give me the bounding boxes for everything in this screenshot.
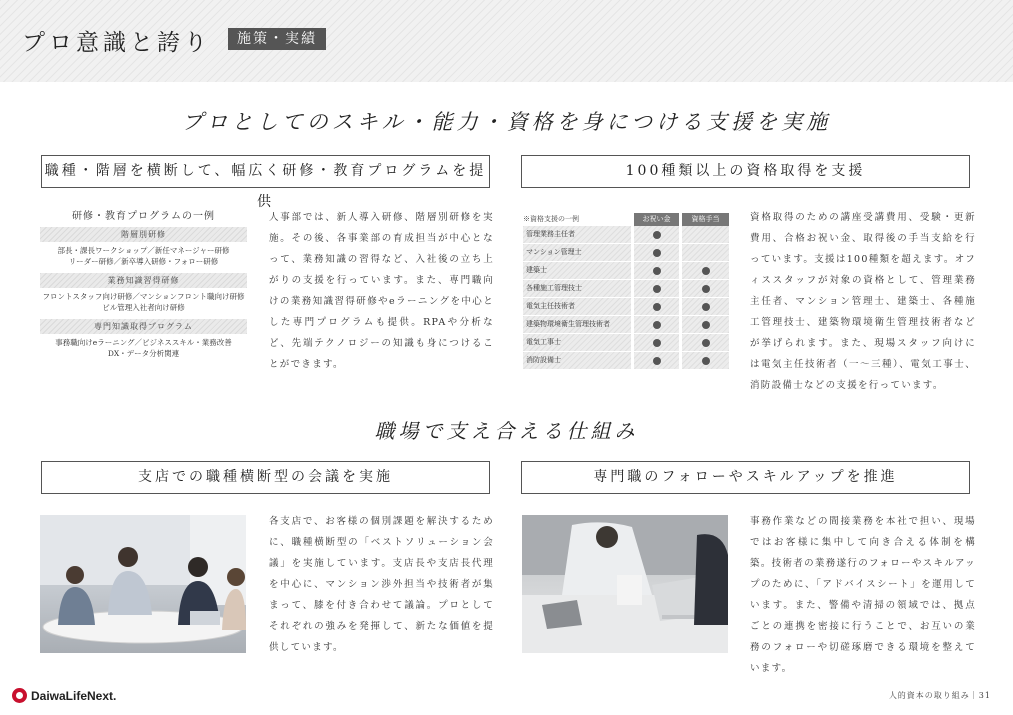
program-group-head: 業務知識習得研修 bbox=[40, 273, 247, 288]
qualification-table-header bbox=[523, 212, 729, 226]
bonus-cell bbox=[634, 298, 679, 315]
qualification-name: 各種施工管理技士 bbox=[523, 280, 631, 297]
check-dot-icon bbox=[653, 321, 661, 329]
qualification-rows bbox=[523, 226, 729, 370]
allowance-cell bbox=[682, 244, 729, 261]
qualification-row bbox=[523, 244, 729, 262]
check-dot-icon bbox=[702, 267, 710, 275]
box-title-branch-meeting: 支店での職種横断型の会議を実施 bbox=[41, 461, 490, 494]
check-dot-icon bbox=[702, 285, 710, 293]
bonus-cell bbox=[634, 280, 679, 297]
qualification-row bbox=[523, 298, 729, 316]
check-dot-icon bbox=[653, 231, 661, 239]
qualification-row bbox=[523, 262, 729, 280]
check-dot-icon bbox=[653, 285, 661, 293]
allowance-cell bbox=[682, 262, 729, 279]
section-heading-skills: プロとしてのスキル・能力・資格を身につける支援を実施 bbox=[181, 110, 832, 134]
program-group-items: 部長・課長ワークショップ／新任マネージャー研修 リーダー研修／新卒導入研修・フォロー研修 bbox=[57, 246, 230, 266]
qualification-name: 建築物環境衛生管理技術者 bbox=[523, 316, 631, 333]
check-dot-icon bbox=[702, 339, 710, 347]
meeting-photo-illustration bbox=[40, 515, 246, 653]
branch-meeting-description: 各支店で、お客様の個別課題を解決するために、職種横断型の「ベストソリューション会議」を実施しています。支店長や支店長代理を中心に、マンション渉外担当や技術者が集まって、膝を付き合わせて議論。プロとしてそれぞれの強みを発揮して、新たな価値を提供しています。 bbox=[269, 516, 494, 653]
allowance-cell bbox=[682, 280, 729, 297]
page-label: 人的資本の取り組み｜31 bbox=[888, 691, 991, 700]
qualification-row bbox=[523, 316, 729, 334]
qualification-name: 電気工事士 bbox=[523, 334, 631, 351]
allowance-cell bbox=[682, 298, 729, 315]
bonus-cell bbox=[634, 334, 679, 351]
program-group-items: 事務職向けeラーニング／ビジネススキル・業務改善 DX・データ分析関連 bbox=[55, 338, 232, 358]
allowance-cell bbox=[682, 334, 729, 351]
program-group-head: 専門知識取得プログラム bbox=[40, 319, 247, 334]
qualification-description: 資格取得のための講座受講費用、受験・更新費用、合格お祝い金、取得後の手当支給を行っています。支援は100種類を超えます。オフィススタッフが対象の資格として、管理業務主任者、マンション管理士、建築士、各種施工管理技士、建築物環境衛生管理技術者などが挙げられます。また、現場スタッフ向けには電気主任技術者（一～三種）、電気工事士、消防設備士などの支援を行っています。 bbox=[750, 212, 976, 391]
allowance-cell bbox=[682, 226, 729, 243]
check-dot-icon bbox=[702, 321, 710, 329]
office-photo-illustration bbox=[522, 515, 728, 653]
allowance-cell bbox=[682, 352, 729, 369]
check-dot-icon bbox=[653, 303, 661, 311]
check-dot-icon bbox=[653, 249, 661, 257]
title-tag: 施策・実績 bbox=[228, 28, 326, 50]
program-group-items: フロントスタッフ向け研修／マンションフロント職向け研修 ビル管理入社者向け研修 bbox=[42, 292, 245, 312]
allowance-cell bbox=[682, 316, 729, 333]
qualification-name: マンション管理士 bbox=[523, 244, 631, 261]
check-dot-icon bbox=[653, 267, 661, 275]
qualification-row bbox=[523, 226, 729, 244]
box-title-training: 職種・階層を横断して、幅広く研修・教育プログラムを提供 bbox=[41, 155, 490, 188]
box-title-qualification: 100種類以上の資格取得を支援 bbox=[521, 155, 970, 188]
program-group-head: 階層別研修 bbox=[40, 227, 247, 242]
program-list-title: 研修・教育プログラムの一例 bbox=[72, 211, 215, 222]
section-heading-workplace: 職場で支え合える仕組み bbox=[374, 419, 639, 443]
bonus-cell bbox=[634, 226, 679, 243]
training-description: 人事部では、新人導入研修、階層別研修を実施。その後、各事業部の育成担当が中心となって、業務知識の習得など、入社後の立ち上がりの支援を行っています。また、専門職向けの業務知識習得研修やeラーニングを中心とした専門プログラムも提供。RPAや分析など、先端テクノロジーの知識も身につけることができます。 bbox=[269, 212, 494, 370]
meeting-photo bbox=[40, 515, 246, 653]
check-dot-icon bbox=[702, 357, 710, 365]
logo-text: DaiwaLifeNext. bbox=[31, 688, 117, 703]
bonus-cell bbox=[634, 352, 679, 369]
bonus-cell bbox=[634, 262, 679, 279]
qualification-name: 建築士 bbox=[523, 262, 631, 279]
qualification-row bbox=[523, 334, 729, 352]
box-title-specialist-follow: 専門職のフォローやスキルアップを推進 bbox=[521, 461, 970, 494]
qualification-name: 管理業務主任者 bbox=[523, 226, 631, 243]
logo-mark-icon bbox=[12, 688, 27, 703]
check-dot-icon bbox=[702, 303, 710, 311]
qualification-name: 消防設備士 bbox=[523, 352, 631, 369]
column-header-allowance: 資格手当 bbox=[682, 213, 729, 226]
column-header-bonus: お祝い金 bbox=[634, 213, 679, 226]
page-title: プロ意識と誇り bbox=[22, 30, 211, 56]
bonus-cell bbox=[634, 316, 679, 333]
qualification-note: ※資格支援の一例 bbox=[523, 215, 579, 223]
qualification-table bbox=[523, 212, 729, 370]
check-dot-icon bbox=[653, 339, 661, 347]
training-program-list bbox=[40, 207, 247, 365]
qualification-row bbox=[523, 280, 729, 298]
qualification-row bbox=[523, 352, 729, 370]
company-logo bbox=[12, 688, 116, 703]
specialist-follow-description: 事務作業などの間接業務を本社で担い、現場ではお客様に集中して向き合える体制を構築。技術者の業務遂行のフォローやスキルアップのために、「アドバイスシート」を運用しています。また、警備や清掃の領域では、拠点ごとの連携を密接に行うことで、お互いの業務のフォローや切磋琢磨できる環境を整えています。 bbox=[750, 516, 976, 674]
bonus-cell bbox=[634, 244, 679, 261]
office-photo bbox=[522, 515, 728, 653]
check-dot-icon bbox=[653, 357, 661, 365]
qualification-name: 電気主任技術者 bbox=[523, 298, 631, 315]
